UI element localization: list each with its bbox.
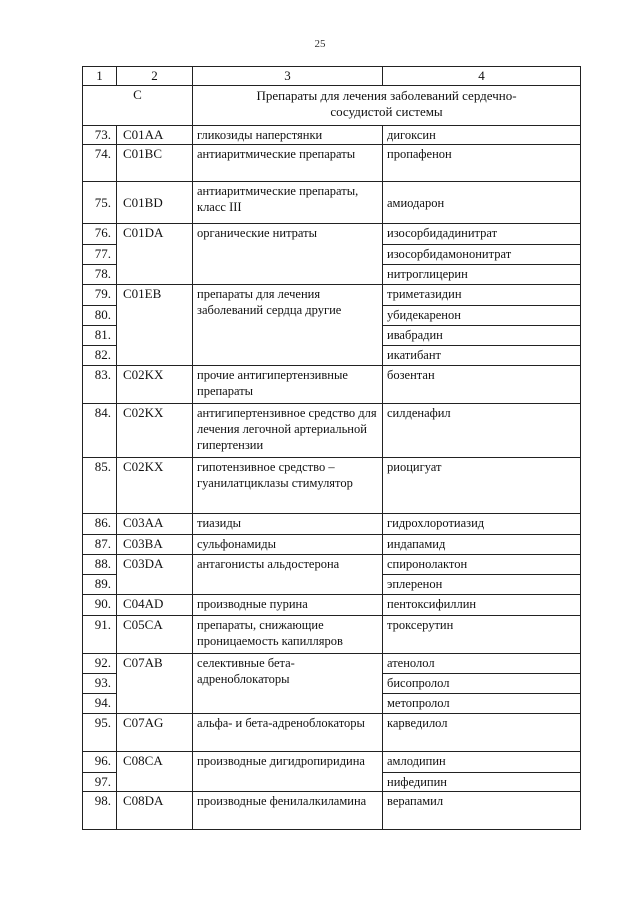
drug-group: антигипертензивное средство для лечения легочной артериальной гипертензии [193,404,383,458]
drug-name: икатибант [383,346,581,366]
drug-name: силденафил [383,404,581,458]
section-header-row [83,86,581,126]
atc-code: C07AB [117,654,193,714]
drug-group: гликозиды наперстянки [193,126,383,145]
atc-code: C08CA [117,752,193,792]
drug-group: производные пурина [193,595,383,616]
drug-name: ивабрадин [383,326,581,346]
drug-name: бисопролол [383,674,581,694]
row-number: 94. [83,694,117,714]
drug-name: нифедипин [383,773,581,792]
drug-group: органические нитраты [193,224,383,285]
column-header: 2 [117,67,193,86]
row-number: 90. [83,595,117,616]
drug-name: индапамид [383,535,581,555]
drug-name: карведилол [383,714,581,752]
table-row [83,285,581,306]
drug-group: антиаритмические препараты [193,145,383,182]
atc-code: C01BD [117,182,193,224]
row-number: 88. [83,555,117,575]
table-row [83,182,581,224]
drug-group: препараты, снижающие проницаемость капилляров [193,616,383,654]
row-number: 97. [83,773,117,792]
drug-name: гидрохлоротиазид [383,514,581,535]
atc-code: C03AA [117,514,193,535]
row-number: 83. [83,366,117,404]
drug-name: троксерутин [383,616,581,654]
table-row [83,224,581,245]
drug-name: изосорбидамононитрат [383,245,581,265]
drug-group: антиаритмические препараты, класс III [193,182,383,224]
drug-name: амлодипин [383,752,581,773]
table-row [83,404,581,458]
drug-name: риоцигуат [383,458,581,514]
row-number: 95. [83,714,117,752]
row-number: 91. [83,616,117,654]
table-row [83,458,581,514]
drug-name: амиодарон [383,182,581,224]
row-number: 75. [83,182,117,224]
table-row [83,145,581,182]
row-number: 74. [83,145,117,182]
column-header: 1 [83,67,117,86]
drug-name: нитроглицерин [383,265,581,285]
column-number-row [83,67,581,86]
drug-name: дигоксин [383,126,581,145]
drug-group: сульфонамиды [193,535,383,555]
row-number: 82. [83,346,117,366]
table-row [83,792,581,830]
drug-name: верапамил [383,792,581,830]
row-number: 93. [83,674,117,694]
drug-name: пропафенон [383,145,581,182]
atc-code: C04AD [117,595,193,616]
table-row [83,752,581,773]
drug-name: спиронолактон [383,555,581,575]
drug-group: прочие антигипертензивные препараты [193,366,383,404]
section-title: Препараты для лечения заболеваний сердечно-сосудистой системы [193,86,581,126]
row-number: 77. [83,245,117,265]
table-row [83,654,581,674]
drug-group: гипотензивное средство – гуанилатциклазы стимулятор [193,458,383,514]
row-number: 79. [83,285,117,306]
drug-group: тиазиды [193,514,383,535]
row-number: 84. [83,404,117,458]
section-code: C [83,86,193,126]
atc-code: C02KX [117,404,193,458]
row-number: 87. [83,535,117,555]
atc-code: C03BA [117,535,193,555]
table-row [83,616,581,654]
table-row [83,555,581,575]
table-row [83,535,581,555]
drug-name: изосорбидадинитрат [383,224,581,245]
page-number: 25 [314,38,326,50]
drug-name: атенолол [383,654,581,674]
atc-code: C02KX [117,366,193,404]
drug-name: бозентан [383,366,581,404]
drug-group: производные дигидропиридина [193,752,383,792]
drug-group: препараты для лечения заболеваний сердца другие [193,285,383,366]
atc-code: C07AG [117,714,193,752]
atc-code: C01BC [117,145,193,182]
drug-group: производные фенилалкиламина [193,792,383,830]
atc-code: C03DA [117,555,193,595]
drug-table [82,66,581,830]
table-row [83,366,581,404]
drug-name: эплеренон [383,575,581,595]
row-number: 85. [83,458,117,514]
table-row [83,714,581,752]
row-number: 81. [83,326,117,346]
atc-code: C01DA [117,224,193,285]
row-number: 76. [83,224,117,245]
drug-group: альфа- и бета-адреноблокаторы [193,714,383,752]
table-row [83,514,581,535]
column-header: 4 [383,67,581,86]
row-number: 73. [83,126,117,145]
drug-group: антагонисты альдостерона [193,555,383,595]
atc-code: C01EB [117,285,193,366]
drug-name: пентоксифиллин [383,595,581,616]
row-number: 96. [83,752,117,773]
drug-group: селективные бета-адреноблокаторы [193,654,383,714]
row-number: 98. [83,792,117,830]
drug-name: триметазидин [383,285,581,306]
drug-name: метопролол [383,694,581,714]
row-number: 78. [83,265,117,285]
row-number: 89. [83,575,117,595]
drug-name: убидекаренон [383,306,581,326]
column-header: 3 [193,67,383,86]
row-number: 80. [83,306,117,326]
atc-code: C08DA [117,792,193,830]
row-number: 92. [83,654,117,674]
atc-code: C01AA [117,126,193,145]
table-row [83,595,581,616]
table-row [83,126,581,145]
row-number: 86. [83,514,117,535]
atc-code: C05CA [117,616,193,654]
atc-code: C02KX [117,458,193,514]
